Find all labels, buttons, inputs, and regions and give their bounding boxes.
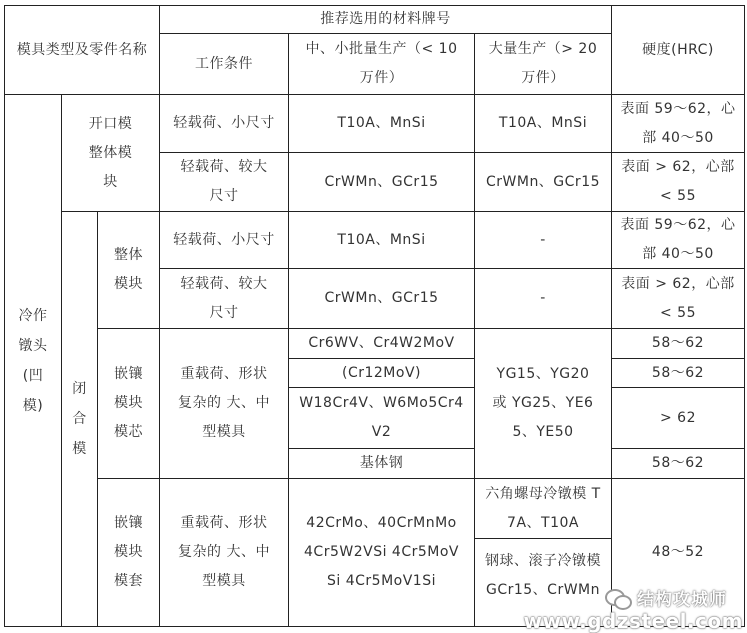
core-condition: 重载荷、形状复杂的 大、中型模具 <box>178 366 270 440</box>
wechat-icon <box>605 587 631 609</box>
open-small-mass: T10A、MnSi <box>498 115 588 131</box>
group-insert-core: 嵌镶模块模芯 <box>114 366 143 440</box>
sleeve-small-batch: 42CrMo、40CrMnMo 4Cr5W2VSi 4Cr5MoVSi 4Cr5MoV1Si <box>304 515 459 589</box>
open-small-condition: 轻载荷、小尺寸 <box>173 115 275 131</box>
group-closed-die: 闭合模 <box>72 381 87 457</box>
core-hardness-2: 58～62 <box>651 364 705 381</box>
core-small-batch-2: (Cr12MoV) <box>342 364 421 381</box>
open-large-mass: CrWMn、GCr15 <box>485 173 601 190</box>
open-large-condition: 轻载荷、较大尺寸 <box>180 159 268 204</box>
header-hardness: 硬度(HRC) <box>642 41 714 58</box>
sleeve-condition: 重载荷、形状复杂的 大、中型模具 <box>178 515 270 589</box>
header-mass-production: 大量生产（> 20 万件） <box>488 41 598 86</box>
integral-large-condition: 轻载荷、较大尺寸 <box>180 275 268 321</box>
core-hardness-4: 58～62 <box>651 455 705 471</box>
integral-small-condition: 轻载荷、小尺寸 <box>173 231 275 248</box>
core-hardness-1: 58～62 <box>651 335 705 351</box>
open-small-small-batch: T10A、MnSi <box>337 115 426 131</box>
sleeve-mass-1: 六角螺母冷镦模 T7A、T10A <box>485 485 601 531</box>
open-small-hardness: 表面 59～62，心部 40～50 <box>620 100 736 146</box>
integral-large-small-batch: CrWMn、GCr15 <box>324 290 439 306</box>
header-small-batch: 中、小批量生产（< 10 万件） <box>305 41 458 86</box>
integral-large-mass: - <box>540 290 546 306</box>
watermark <box>605 585 727 610</box>
sleeve-hardness: 48～52 <box>651 544 705 560</box>
watermark-url: www.gdzsteel.com <box>523 609 743 633</box>
integral-small-small-batch: T10A、MnSi <box>337 231 426 248</box>
group-integral-block: 整体模块 <box>114 247 143 292</box>
group-open-die: 开口模整体模块 <box>88 115 133 190</box>
core-small-batch-4: 基体钢 <box>359 455 404 471</box>
header-mold-type: 模具类型及零件名称 <box>16 41 148 58</box>
material-table <box>4 5 745 627</box>
watermark-account: 结构攻城师 <box>637 590 727 610</box>
group-insert-sleeve: 嵌镶模块模套 <box>114 515 143 589</box>
integral-small-mass: - <box>540 231 546 248</box>
group-cold-heading: 冷作镦头(凹模) <box>18 307 48 414</box>
core-small-batch-1: Cr6WV、Cr4W2MoV <box>308 335 455 351</box>
core-hardness-3: > 62 <box>660 409 696 426</box>
integral-small-hardness: 表面 59～62，心部 40～50 <box>620 217 736 262</box>
sleeve-mass-2: 钢球、滚子冷镦模 GCr15、CrWMn <box>485 553 601 598</box>
open-large-hardness: 表面 > 62，心部 < 55 <box>621 159 735 204</box>
header-work-condition: 工作条件 <box>195 55 253 72</box>
core-mass: YG15、YG20 或 YG25、YE65、YE50 <box>492 366 594 440</box>
table-rule <box>744 5 745 627</box>
open-large-small-batch: CrWMn、GCr15 <box>324 173 439 190</box>
core-small-batch-3: W18Cr4V、W6Mo5Cr4V2 <box>299 395 464 440</box>
integral-large-hardness: 表面 > 62，心部 < 55 <box>621 275 735 321</box>
header-recommended: 推荐选用的材料牌号 <box>320 11 451 27</box>
